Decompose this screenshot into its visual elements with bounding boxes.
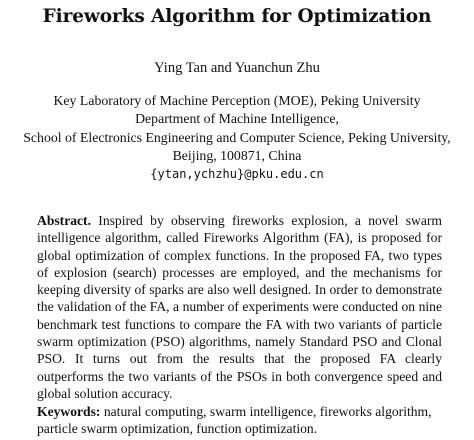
abstract-label: Abstract. xyxy=(37,213,91,228)
email-domain: pku.edu.cn xyxy=(251,167,324,182)
affiliation-line: School of Electronics Engineering and Computer Science, Peking University, xyxy=(23,129,451,145)
affiliation-line: Key Laboratory of Machine Perception (MOE), Peking University xyxy=(53,93,421,108)
email-user: {ytan,ychzhu}@ xyxy=(150,167,252,182)
keywords-text: natural computing, swarm intelligence, fireworks algorithm, particle swarm optimization, function optimization. xyxy=(37,404,432,437)
abstract-text: Inspired by observing fireworks explosion, a novel swarm intelligence algorithm, called Fireworks Algorithm (FA), is proposed for global optimization of complex functions. In the proposed FA, two types of explosion (search) processes are employed, and the mechanisms for keeping diversity of sparks are also well designed. In order to demonstrate the validation of the FA, a number of experiments were conducted on nine benchmark test functions to compare the FA with two variants of particle swarm optimization (PSO) algorithms, namely Standard PSO and Clonal PSO. It turns out from the results that the proposed FA clearly outperforms the two variants of the PSOs in both convergence speed and global solution accuracy. xyxy=(37,213,442,401)
paper-authors: Ying Tan and Yuanchun Zhu xyxy=(154,60,320,76)
keywords-label: Keywords: xyxy=(37,404,101,419)
keywords-block xyxy=(37,403,442,438)
email-line[interactable] xyxy=(0,165,474,183)
affiliation-line: Department of Machine Intelligence, xyxy=(135,111,339,127)
affiliation-block xyxy=(0,92,474,183)
affiliation-line: Beijing, 100871, China xyxy=(172,147,302,163)
paper-title: Fireworks Algorithm for Optimization xyxy=(42,6,432,27)
abstract-block xyxy=(37,212,442,402)
